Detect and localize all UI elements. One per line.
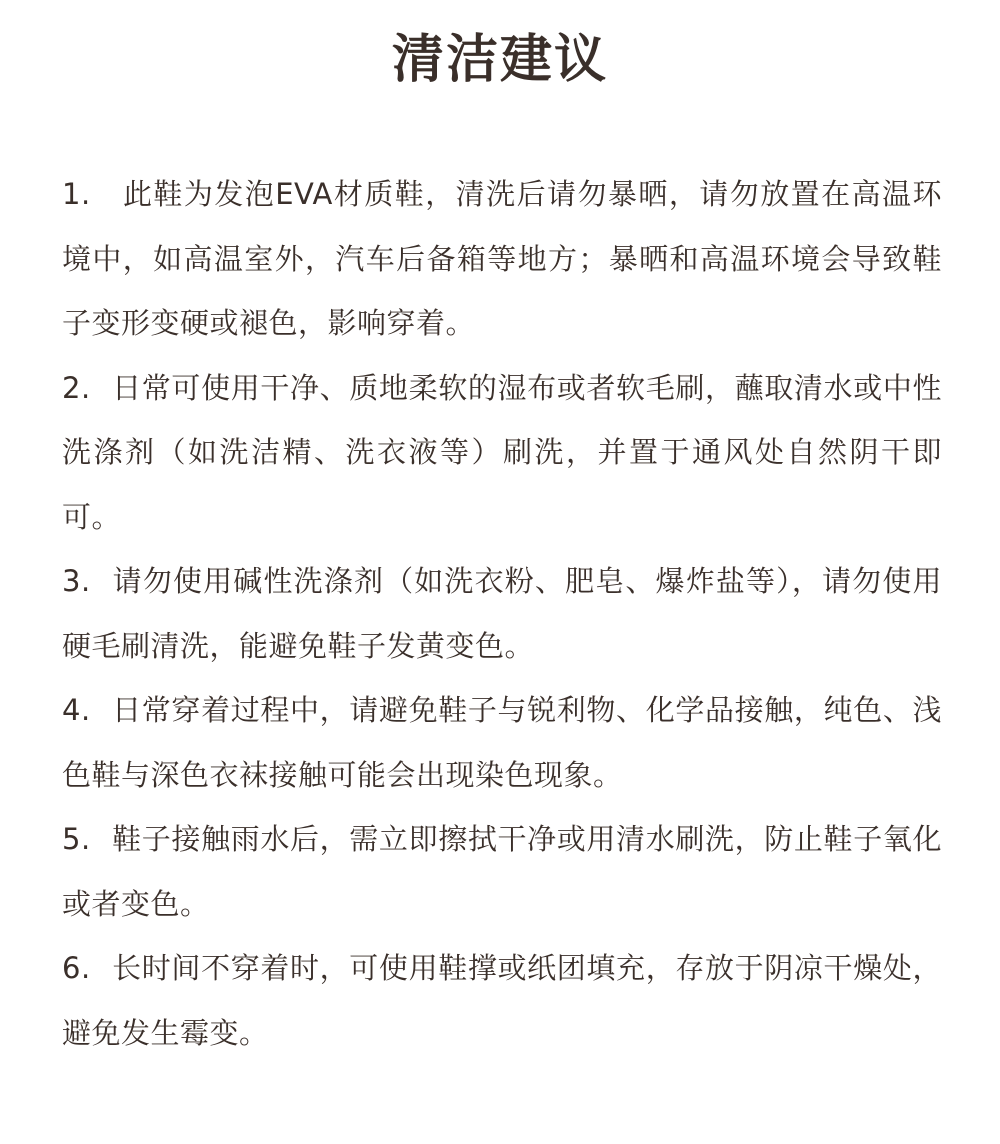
advice-text: 日常可使用干净、质地柔软的湿布或者软毛刷，蘸取清水或中性洗涤剂（如洗洁精、洗衣液等）刷洗，并置于通风处自然阴干即可。 [62, 370, 942, 534]
advice-item-1 [62, 162, 942, 356]
advice-number: 3. [62, 564, 91, 598]
advice-item-5 [62, 807, 942, 936]
advice-item-2 [62, 356, 942, 550]
advice-text: 此鞋为发泡EVA材质鞋，清洗后请勿暴晒，请勿放置在高温环境中，如高温室外，汽车后备箱等地方；暴晒和高温环境会导致鞋子变形变硬或褪色，影响穿着。 [62, 177, 942, 340]
advice-number: 1. [62, 177, 91, 211]
advice-number: 4. [62, 693, 91, 727]
advice-number: 6. [62, 951, 91, 985]
advice-item-4 [62, 678, 942, 807]
advice-list [62, 162, 942, 1065]
advice-text: 请勿使用碱性洗涤剂（如洗衣粉、肥皂、爆炸盐等），请勿使用硬毛刷清洗，能避免鞋子发黄变色。 [62, 564, 942, 663]
advice-number: 2. [62, 370, 91, 405]
advice-text: 长时间不穿着时，可使用鞋撑或纸团填充，存放于阴凉干燥处，避免发生霉变。 [62, 951, 942, 1050]
advice-number: 5. [62, 822, 91, 856]
page-title: 清洁建议 [391, 30, 608, 90]
advice-item-3 [62, 549, 942, 678]
advice-text: 日常穿着过程中，请避免鞋子与锐利物、化学品接触，纯色、浅色鞋与深色衣袜接触可能会出现染色现象。 [62, 693, 942, 792]
advice-item-6 [62, 936, 942, 1065]
advice-text: 鞋子接触雨水后，需立即擦拭干净或用清水刷洗，防止鞋子氧化或者变色。 [62, 822, 942, 921]
